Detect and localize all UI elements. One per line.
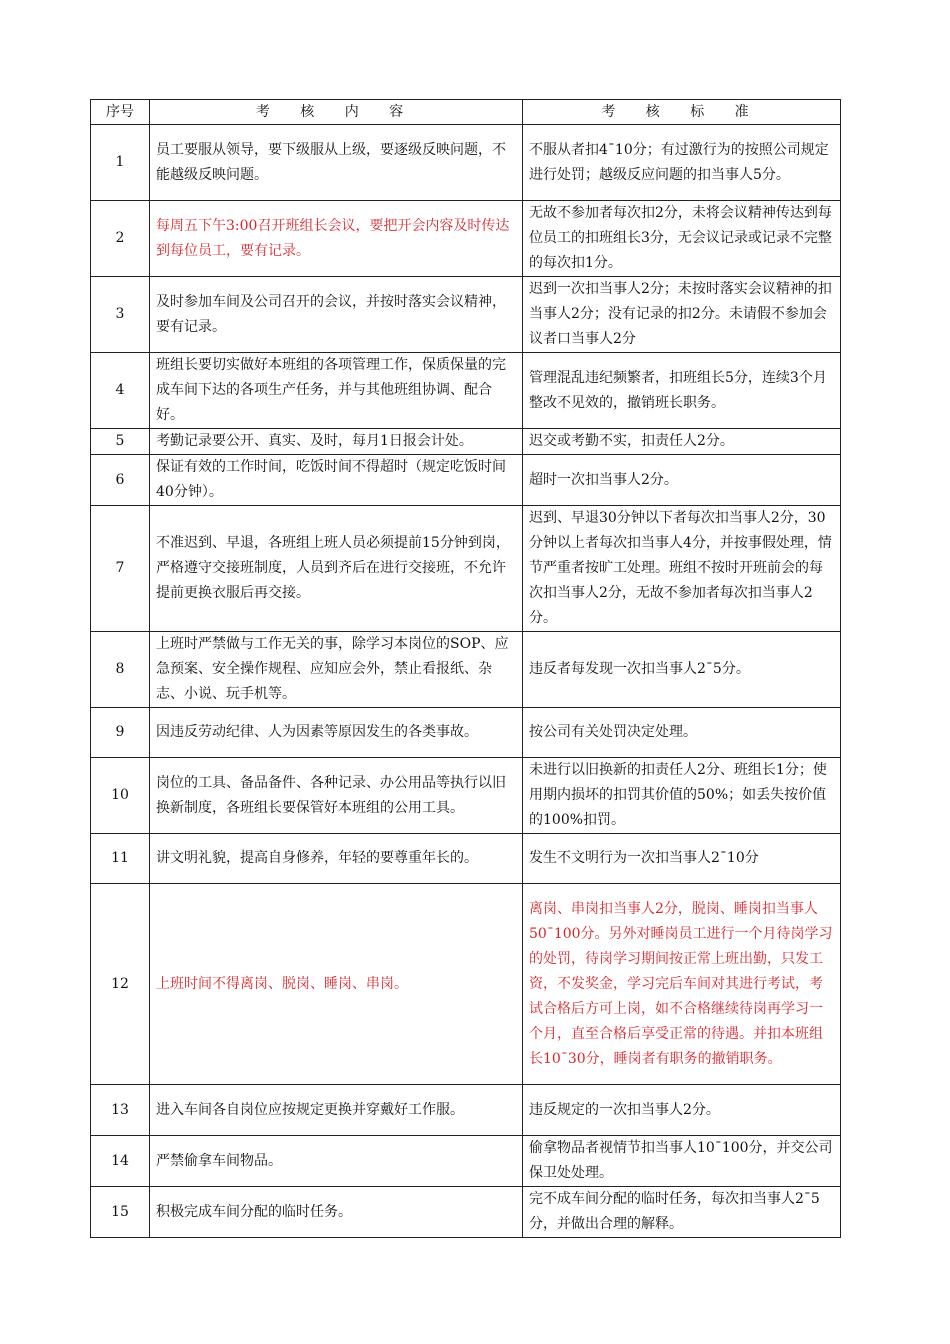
row-assessment-standard: 超时一次扣当事人2分。: [523, 455, 841, 506]
row-serial-number: 8: [91, 632, 150, 708]
row-assessment-standard: 迟到、早退30分钟以下者每次扣当事人2分，30分钟以上者每次扣当事人4分，并按事假处理，情节严重者按旷工处理。班组不按时开班前会的每次扣当事人2分，无故不参加者每次扣当事人2分。: [523, 506, 841, 632]
row-assessment-standard: 完不成车间分配的临时任务，每次扣当事人2¯5分，并做出合理的解释。: [523, 1187, 841, 1238]
assessment-table: [90, 99, 841, 1238]
row-serial-number: 6: [91, 455, 150, 506]
row-assessment-content: 严禁偷拿车间物品。: [150, 1136, 523, 1187]
row-serial-number: 14: [91, 1136, 150, 1187]
header-serial-number: 序号: [91, 100, 150, 125]
row-assessment-standard: 迟交或考勤不实，扣责任人2分。: [523, 429, 841, 455]
table-row: [91, 455, 841, 506]
table-row: [91, 277, 841, 353]
row-assessment-standard: 未进行以旧换新的扣责任人2分、班组长1分；使用期内损坏的扣罚其价值的50%；如丢失按价值的100%扣罚。: [523, 758, 841, 834]
row-assessment-standard: 管理混乱违纪频繁者，扣班组长5分，连续3个月整改不见效的，撤销班长职务。: [523, 353, 841, 429]
row-assessment-content: 进入车间各自岗位应按规定更换并穿戴好工作服。: [150, 1085, 523, 1136]
table-row: [91, 429, 841, 455]
row-serial-number: 9: [91, 708, 150, 758]
header-assessment-standard: 考 核 标 准: [523, 100, 841, 125]
row-assessment-content: 岗位的工具、备品备件、各种记录、办公用品等执行以旧换新制度，各班组长要保管好本班组的公用工具。: [150, 758, 523, 834]
row-assessment-content: 上班时严禁做与工作无关的事，除学习本岗位的SOP、应急预案、安全操作规程、应知应会外，禁止看报纸、杂志、小说、玩手机等。: [150, 632, 523, 708]
row-serial-number: 5: [91, 429, 150, 455]
table-row: [91, 201, 841, 277]
row-assessment-standard: 离岗、串岗扣当事人2分，脱岗、睡岗扣当事人50¯100分。另外对睡岗员工进行一个月待岗学习的处罚，待岗学习期间按正常上班出勤，只发工资，不发奖金，学习完后车间对其进行考试，考试合格后方可上岗，如不合格继续待岗再学习一个月，直至合格后享受正常的待遇。并扣本班组长10¯30分，睡岗者有职务的撤销职务。: [523, 884, 841, 1085]
table-row: [91, 125, 841, 201]
table-row: [91, 632, 841, 708]
row-serial-number: 12: [91, 884, 150, 1085]
table-row: [91, 884, 841, 1085]
table-row: [91, 834, 841, 884]
row-assessment-content: 考勤记录要公开、真实、及时，每月1日报会计处。: [150, 429, 523, 455]
row-assessment-standard: 无故不参加者每次扣2分，未将会议精神传达到每位员工的扣班组长3分，无会议记录或记录不完整的每次扣1分。: [523, 201, 841, 277]
row-assessment-standard: 发生不文明行为一次扣当事人2¯10分: [523, 834, 841, 884]
row-assessment-content: 积极完成车间分配的临时任务。: [150, 1187, 523, 1238]
row-assessment-content: 不准迟到、早退，各班组上班人员必须提前15分钟到岗，严格遵守交接班制度，人员到齐后在进行交接班，不允许提前更换衣服后再交接。: [150, 506, 523, 632]
row-assessment-standard: 按公司有关处罚决定处理。: [523, 708, 841, 758]
row-serial-number: 15: [91, 1187, 150, 1238]
row-serial-number: 3: [91, 277, 150, 353]
row-serial-number: 10: [91, 758, 150, 834]
assessment-table-container: [90, 99, 840, 1238]
row-assessment-content: 每周五下午3:00召开班组长会议，要把开会内容及时传达到每位员工，要有记录。: [150, 201, 523, 277]
row-serial-number: 7: [91, 506, 150, 632]
row-assessment-content: 讲文明礼貌，提高自身修养，年轻的要尊重年长的。: [150, 834, 523, 884]
row-assessment-content: 因违反劳动纪律、人为因素等原因发生的各类事故。: [150, 708, 523, 758]
row-assessment-content: 员工要服从领导，要下级服从上级，要逐级反映问题，不能越级反映问题。: [150, 125, 523, 201]
table-row: [91, 506, 841, 632]
row-assessment-content: 班组长要切实做好本班组的各项管理工作，保质保量的完成车间下达的各项生产任务，并与其他班组协调、配合好。: [150, 353, 523, 429]
row-serial-number: 11: [91, 834, 150, 884]
header-assessment-content: 考 核 内 容: [150, 100, 523, 125]
row-serial-number: 4: [91, 353, 150, 429]
row-assessment-standard: 不服从者扣4¯10分；有过激行为的按照公司规定进行处罚；越级反应问题的扣当事人5分。: [523, 125, 841, 201]
row-assessment-standard: 迟到一次扣当事人2分；未按时落实会议精神的扣当事人2分；没有记录的扣2分。未请假不参加会议者口当事人2分: [523, 277, 841, 353]
row-assessment-standard: 违反规定的一次扣当事人2分。: [523, 1085, 841, 1136]
row-assessment-standard: 偷拿物品者视情节扣当事人10¯100分，并交公司保卫处处理。: [523, 1136, 841, 1187]
row-assessment-standard: 违反者每发现一次扣当事人2¯5分。: [523, 632, 841, 708]
table-body: [91, 125, 841, 1238]
row-assessment-content: 保证有效的工作时间，吃饭时间不得超时（规定吃饭时间40分钟）。: [150, 455, 523, 506]
table-row: [91, 353, 841, 429]
table-row: [91, 758, 841, 834]
row-serial-number: 1: [91, 125, 150, 201]
table-row: [91, 1187, 841, 1238]
row-assessment-content: 及时参加车间及公司召开的会议，并按时落实会议精神，要有记录。: [150, 277, 523, 353]
table-row: [91, 708, 841, 758]
table-header-row: [91, 100, 841, 125]
table-row: [91, 1136, 841, 1187]
table-row: [91, 1085, 841, 1136]
row-serial-number: 13: [91, 1085, 150, 1136]
row-assessment-content: 上班时间不得离岗、脱岗、睡岗、串岗。: [150, 884, 523, 1085]
row-serial-number: 2: [91, 201, 150, 277]
